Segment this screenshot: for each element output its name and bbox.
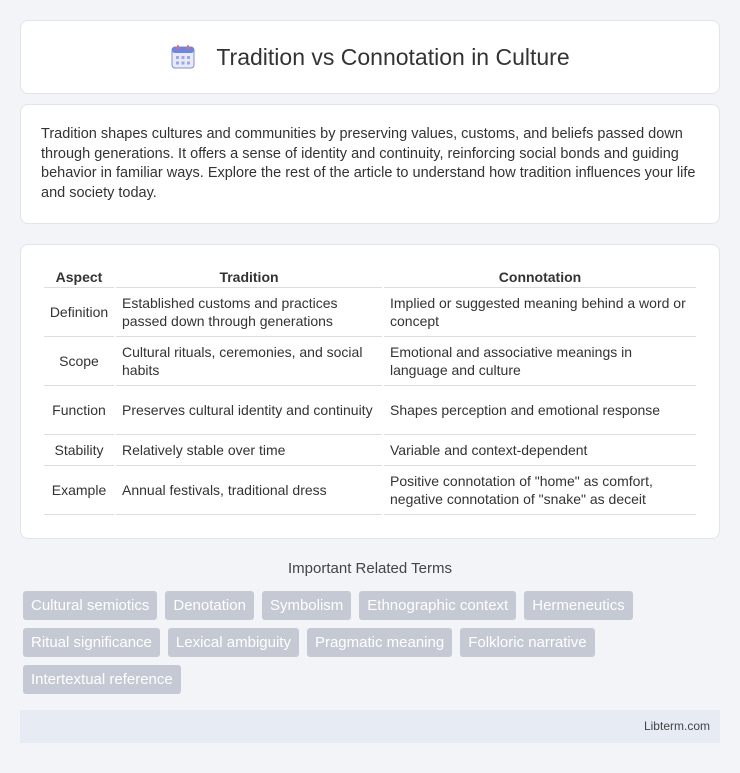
table-cell-connotation: Variable and context-dependent [384,435,696,466]
table-cell-aspect: Stability [44,435,114,466]
table-cell-aspect: Scope [44,337,114,386]
related-term-tag[interactable]: Denotation [165,591,254,620]
related-term-tag[interactable]: Symbolism [262,591,351,620]
table-cell-aspect: Example [44,466,114,515]
table-cell-tradition: Cultural rituals, ceremonies, and social habits [116,337,382,386]
table-row [44,386,696,435]
table-header-row [44,265,696,288]
table-cell-connotation: Shapes perception and emotional response [384,386,696,435]
table-cell-connotation: Implied or suggested meaning behind a word or concept [384,288,696,337]
column-header-connotation: Connotation [384,265,696,288]
intro-text: Tradition shapes cultures and communities by preserving values, customs, and beliefs passed down through generations. It offers a sense of identity and continuity, reinforcing social bonds and guiding behavior in familiar ways. Explore the rest of the article to understand how tradition influences your life and society today. [41,126,696,201]
column-header-aspect: Aspect [44,265,114,288]
header-card [20,20,720,94]
table-cell-aspect: Definition [44,288,114,337]
footer-site-link[interactable]: Libterm.com [643,719,710,733]
table-cell-tradition: Annual festivals, traditional dress [116,466,382,515]
related-term-tag[interactable]: Hermeneutics [524,591,633,620]
related-term-tag[interactable]: Pragmatic meaning [307,628,452,657]
table-cell-connotation: Positive connotation of "home" as comfort, negative connotation of "snake" as deceit [384,466,696,515]
table-row [44,288,696,337]
page-title: Tradition vs Connotation in Culture [216,43,570,70]
comparison-card [20,244,720,539]
table-cell-connotation: Emotional and associative meanings in language and culture [384,337,696,386]
intro-card [20,104,720,224]
table-cell-tradition: Preserves cultural identity and continuity [116,386,382,435]
related-term-tag[interactable]: Lexical ambiguity [168,628,299,657]
related-terms-title: Important Related Terms [288,560,452,577]
related-term-tag[interactable]: Folkloric narrative [460,628,594,657]
related-term-tag[interactable]: Ethnographic context [359,591,516,620]
related-term-tag[interactable]: Intertextual reference [23,665,181,694]
table-row [44,435,696,466]
table-cell-tradition: Established customs and practices passed down through generations [116,288,382,337]
related-terms-list [23,591,723,694]
related-term-tag[interactable]: Ritual significance [23,628,160,657]
column-header-tradition: Tradition [116,265,382,288]
table-cell-tradition: Relatively stable over time [116,435,382,466]
table-cell-aspect: Function [44,386,114,435]
table-row [44,466,696,515]
table-row [44,337,696,386]
related-term-tag[interactable]: Cultural semiotics [23,591,157,620]
footer [20,710,720,743]
calendar-icon [170,44,196,70]
comparison-table [42,265,698,515]
